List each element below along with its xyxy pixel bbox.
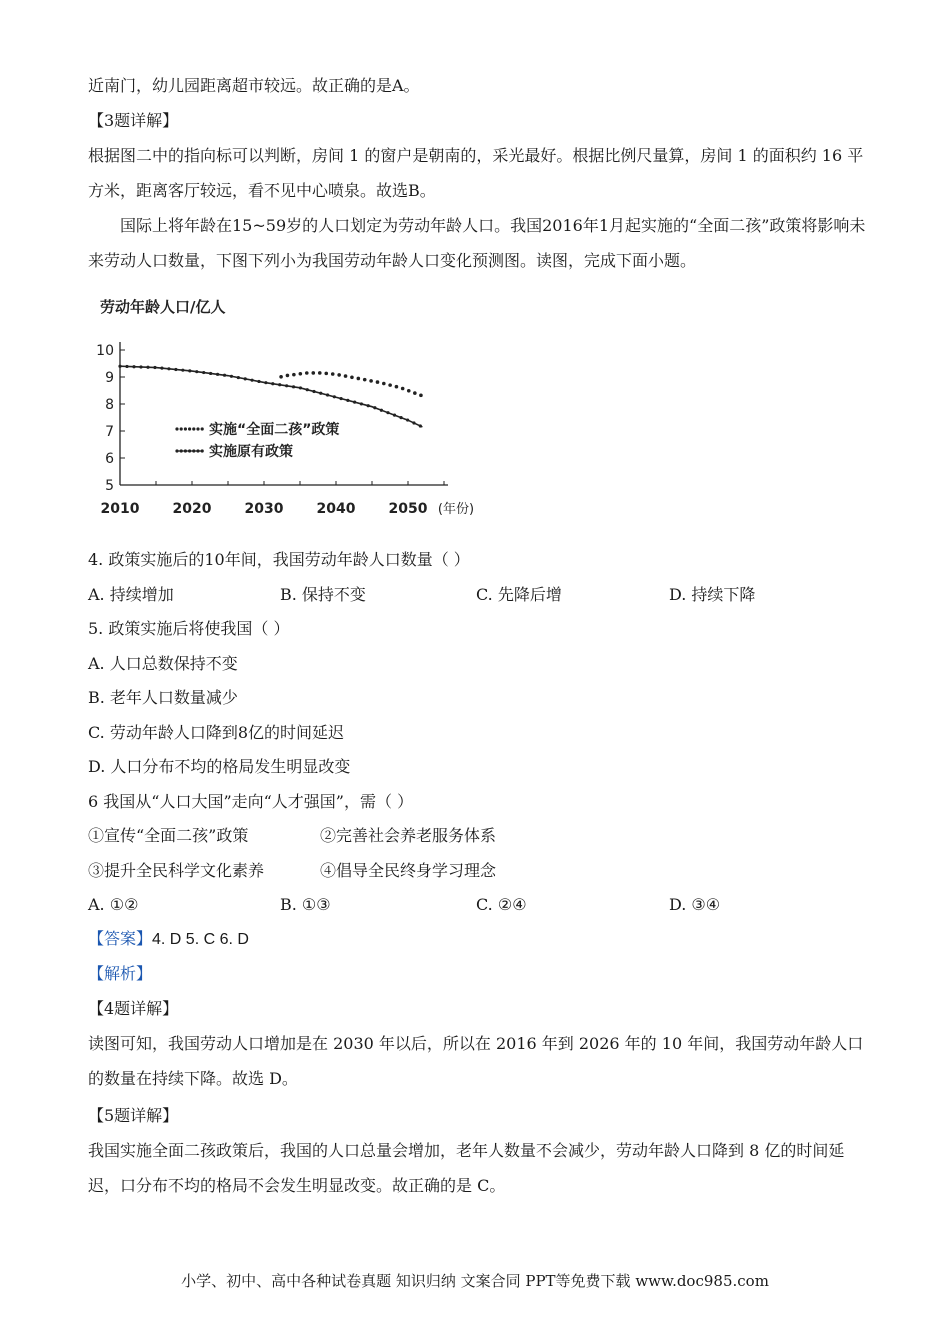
data-point <box>216 373 219 376</box>
legend-marker <box>180 427 183 430</box>
data-point <box>331 372 335 376</box>
data-point <box>279 375 283 379</box>
data-point <box>139 365 142 368</box>
data-point <box>363 378 367 382</box>
y-tick-label: 6 <box>105 451 114 467</box>
answer-line <box>88 929 249 950</box>
data-point <box>333 395 336 398</box>
answer-text: 4. D 5. C 6. D <box>152 931 249 948</box>
paragraph-line: 近南门，幼儿园距离超市较远。故正确的是A。 <box>88 76 420 95</box>
data-point <box>399 416 402 419</box>
data-point <box>118 365 121 368</box>
section-heading-q4: 【4题详解】 <box>88 999 179 1018</box>
series-original-policy <box>118 365 422 460</box>
data-point <box>285 384 288 387</box>
data-point <box>299 372 303 376</box>
option-6c: C. ②④ <box>476 895 527 914</box>
data-point <box>195 370 198 373</box>
data-point <box>339 397 342 400</box>
data-point <box>312 390 315 393</box>
data-point <box>278 383 281 386</box>
data-point <box>407 389 411 393</box>
data-point <box>376 380 380 384</box>
data-point <box>360 402 363 405</box>
data-point <box>146 366 149 369</box>
data-point <box>380 409 383 412</box>
option-6d: D. ③④ <box>669 895 721 914</box>
data-point <box>413 391 417 395</box>
data-point <box>388 383 392 387</box>
option-4d: D. 持续下降 <box>669 585 756 604</box>
y-tick-label: 8 <box>105 397 114 413</box>
data-point <box>167 367 170 370</box>
option-5d: D. 人口分布不均的格局发生明显改变 <box>88 757 351 776</box>
x-axis-label: (年份) <box>437 502 475 517</box>
data-point <box>264 381 267 384</box>
x-tick-label: 2010 <box>100 501 140 517</box>
data-point <box>237 376 240 379</box>
data-point <box>412 421 415 424</box>
y-tick-label: 5 <box>105 478 114 494</box>
data-point <box>188 369 191 372</box>
legend-marker <box>196 427 199 430</box>
statement-4: ④倡导全民终身学习理念 <box>320 861 497 880</box>
data-point <box>250 379 253 382</box>
data-point <box>299 386 302 389</box>
data-point <box>292 373 296 377</box>
question-intro: 国际上将年龄在15~59岁的人口划定为劳动年龄人口。我国2016年1月起实施的“全面二孩”政策将影响未来劳动人口数量，下图下列小为我国劳动年龄人口变化预测图。读图，完成下面小题。 <box>88 216 866 270</box>
data-point <box>386 411 389 414</box>
data-point <box>369 379 373 383</box>
data-point <box>132 365 135 368</box>
y-tick-label: 10 <box>96 343 114 359</box>
question-6: 6 我国从“人口大国”走向“人才强国”，需（ ） <box>88 792 414 811</box>
data-point <box>153 366 156 369</box>
data-point <box>223 374 226 377</box>
series-two-child-policy <box>120 366 423 438</box>
question-5: 5. 政策实施后将使我国（ ） <box>88 619 290 638</box>
data-point <box>160 367 163 370</box>
data-point <box>257 380 260 383</box>
data-point <box>373 406 376 409</box>
data-point <box>401 387 405 391</box>
y-tick-label: 9 <box>105 370 114 386</box>
x-tick-label: 2020 <box>172 501 212 517</box>
data-point <box>292 385 295 388</box>
option-5c: C. 劳动年龄人口降到8亿的时间延迟 <box>88 723 345 742</box>
data-point <box>125 365 128 368</box>
data-point <box>367 404 370 407</box>
data-point <box>353 401 356 404</box>
answer-tag: 【答案】 <box>88 929 153 948</box>
page-footer: 小学、初中、高中各种试卷真题 知识归纳 文案合同 PPT等免费下载 www.doc985.com <box>181 1272 769 1290</box>
data-point <box>350 375 354 379</box>
option-5b: B. 老年人口数量减少 <box>88 688 238 707</box>
data-point <box>230 375 233 378</box>
paragraph-q3-explanation: 根据图二中的指向标可以判断，房间 1 的窗户是朝南的，采光最好。根据比例尺量算，房间 1 的面积约 16 平方米，距离客厅较远，看不见中心喷泉。故选B。 <box>88 146 864 200</box>
analysis-heading: 【解析】 <box>88 964 153 983</box>
data-point <box>319 392 322 395</box>
data-point <box>305 371 309 375</box>
paragraph-q4-explanation: 读图可知，我国劳动人口增加是在 2030 年以后，所以在 2016 年到 2026 年的 10 年间，我国劳动年龄人口的数量在持续下降。故选 D。 <box>88 1034 864 1088</box>
statement-1: ①宣传“全面二孩”政策 <box>88 826 249 845</box>
section-heading-q3: 【3题详解】 <box>88 111 179 130</box>
statement-3: ③提升全民科学文化素养 <box>88 861 265 880</box>
legend-marker <box>175 427 178 430</box>
data-point <box>326 393 329 396</box>
x-tick-label: 2030 <box>244 501 284 517</box>
question-4: 4. 政策实施后的10年间，我国劳动年龄人口数量（ ） <box>88 550 470 569</box>
data-point <box>286 374 290 378</box>
data-point <box>181 369 184 372</box>
data-point <box>382 382 386 386</box>
data-point <box>324 372 328 376</box>
section-heading-q5: 【5题详解】 <box>88 1106 179 1125</box>
data-point <box>346 399 349 402</box>
x-tick-label: 2050 <box>388 501 428 517</box>
data-point <box>357 377 361 381</box>
data-point <box>395 385 399 389</box>
legend-marker <box>188 427 191 430</box>
x-tick-label: 2040 <box>316 501 356 517</box>
option-4a: A. 持续增加 <box>88 585 174 604</box>
data-point <box>306 388 309 391</box>
legend-label: 实施“全面二孩”政策 <box>209 422 340 438</box>
data-point <box>393 414 396 417</box>
option-5a: A. 人口总数保持不变 <box>88 654 238 673</box>
legend-marker <box>201 427 204 430</box>
series-line <box>120 366 422 427</box>
data-point <box>406 418 409 421</box>
data-point <box>244 377 247 380</box>
data-point <box>174 368 177 371</box>
data-point <box>318 371 322 375</box>
statement-2: ②完善社会养老服务体系 <box>320 826 497 845</box>
data-point <box>209 372 212 375</box>
labor-population-chart <box>95 292 485 524</box>
data-point <box>419 394 423 398</box>
option-6a: A. ①② <box>88 895 139 914</box>
data-point <box>337 373 341 377</box>
legend-marker <box>184 427 187 430</box>
option-4c: C. 先降后增 <box>476 585 562 604</box>
data-point <box>419 424 422 427</box>
paragraph-q5-explanation: 我国实施全面二孩政策后，我国的人口总量会增加，老年人数量不会减少，劳动年龄人口降到 8 亿的时间延迟，口分布不均的格局不会发生明显改变。故正确的是 C。 <box>88 1141 845 1195</box>
y-tick-label: 7 <box>105 424 114 440</box>
option-6b: B. ①③ <box>280 895 331 914</box>
y-axis-label: 劳动年龄人口/亿人 <box>100 298 226 316</box>
legend-marker <box>192 427 195 430</box>
option-4b: B. 保持不变 <box>280 585 366 604</box>
data-point <box>202 371 205 374</box>
legend-label: 实施原有政策 <box>209 444 293 460</box>
data-point <box>311 371 315 375</box>
data-point <box>271 382 274 385</box>
data-point <box>344 374 348 378</box>
